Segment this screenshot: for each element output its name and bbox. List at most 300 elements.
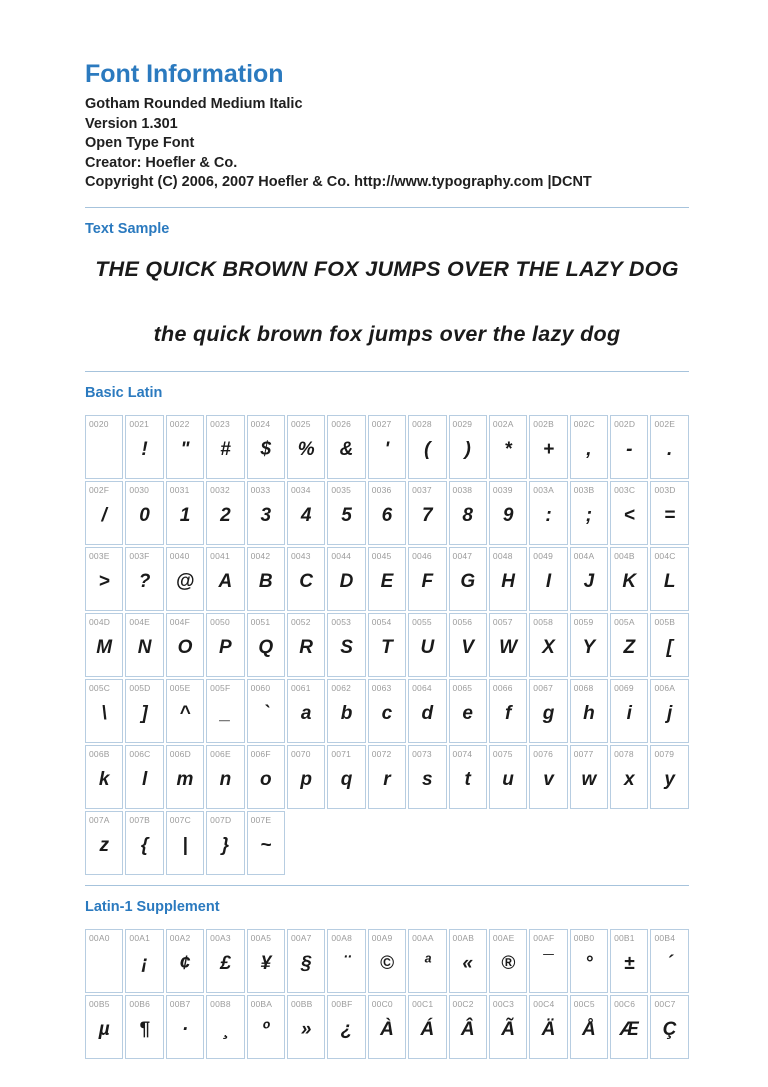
codepoint-label: 0054 [371, 616, 392, 627]
glyph-sample: l [141, 769, 148, 790]
glyph-cell-0029 [449, 415, 487, 479]
glyph-sample: K [622, 571, 637, 592]
codepoint-label: 007A [89, 814, 110, 825]
codepoint-label: 00C0 [371, 998, 393, 1009]
glyph-cell-00B7 [166, 995, 204, 1059]
glyph-row [85, 995, 689, 1059]
glyph-cell-0055 [408, 613, 446, 677]
glyph-cell-007E [247, 811, 285, 875]
font-creator: Creator: Hoefler & Co. [85, 154, 238, 171]
glyph-cell-002D [610, 415, 648, 479]
glyph-sample: i [626, 703, 632, 724]
codepoint-label: 0069 [614, 682, 634, 693]
glyph-cell-003F [125, 547, 163, 611]
codepoint-label: 0053 [331, 616, 352, 627]
codepoint-label: 00BB [290, 998, 313, 1009]
glyph-cell-006F [247, 745, 285, 809]
glyph-sample: L [663, 571, 676, 592]
glyph-cell-004B [610, 547, 648, 611]
codepoint-label: 004F [169, 616, 190, 627]
codepoint-label: 0068 [573, 682, 594, 693]
glyph-sample: ` [262, 703, 269, 724]
glyph-cell-0051 [247, 613, 285, 677]
codepoint-label: 0077 [573, 748, 594, 759]
glyph-sample: q [340, 769, 353, 790]
codepoint-label: 0051 [250, 616, 271, 627]
glyph-sample: d [421, 703, 434, 724]
glyph-sample: t [464, 769, 471, 790]
glyph-sample: / [101, 505, 107, 526]
glyph-cell-00A2 [166, 929, 204, 993]
glyph-cell-003A [529, 481, 567, 545]
glyph-sample: S [340, 637, 353, 658]
codepoint-label: 00C4 [533, 998, 555, 1009]
glyph-cell-004C [650, 547, 688, 611]
glyph-sample: M [96, 637, 113, 658]
page-title: Font Information [85, 60, 284, 88]
glyph-cell-0078 [610, 745, 648, 809]
latin1-supplement-section [85, 885, 689, 1059]
codepoint-label: 00AE [492, 932, 515, 943]
glyph-row [85, 613, 689, 677]
glyph-sample: _ [220, 703, 231, 724]
glyph-sample: ® [501, 953, 516, 974]
glyph-cell-007D [206, 811, 244, 875]
glyph-cell-00AA [408, 929, 446, 993]
glyph-cell-00B5 [85, 995, 123, 1059]
glyph-cell-0054 [368, 613, 406, 677]
codepoint-label: 0032 [210, 484, 230, 495]
glyph-sample: ¥ [260, 953, 272, 974]
codepoint-label: 0046 [412, 550, 432, 561]
codepoint-label: 00A3 [210, 932, 231, 943]
font-copyright: Copyright (C) 2006, 2007 Hoefler & Co. http://www.typography.com |DCNT [85, 174, 592, 190]
glyph-sample: o [259, 769, 272, 790]
glyph-cell-00AE [489, 929, 527, 993]
glyph-cell-0068 [570, 679, 608, 743]
codepoint-label: 0038 [452, 484, 473, 495]
codepoint-label: 007D [210, 814, 232, 825]
codepoint-label: 004B [614, 550, 635, 561]
glyph-cell-00B4 [650, 929, 688, 993]
glyph-cell-0038 [449, 481, 487, 545]
codepoint-label: 0039 [492, 484, 513, 495]
glyph-cell-00C0 [368, 995, 406, 1059]
codepoint-label: 00B1 [614, 932, 635, 943]
glyph-sample: P [219, 637, 232, 658]
codepoint-label: 00B0 [573, 932, 595, 943]
codepoint-label: 0064 [412, 682, 432, 693]
glyph-sample: Á [420, 1019, 435, 1040]
codepoint-label: 00B4 [654, 932, 676, 943]
glyph-sample: f [504, 703, 512, 724]
glyph-cell-0062 [327, 679, 365, 743]
codepoint-label: 0035 [331, 484, 352, 495]
glyph-sample: ^ [179, 703, 191, 724]
codepoint-label: 00C5 [573, 998, 595, 1009]
glyph-sample: Ä [541, 1019, 556, 1040]
codepoint-label: 0059 [573, 616, 594, 627]
glyph-sample: ¨ [343, 953, 350, 974]
codepoint-label: 00A7 [290, 932, 312, 943]
codepoint-label: 003D [654, 484, 676, 495]
glyph-cell-00C3 [489, 995, 527, 1059]
codepoint-label: 0020 [89, 418, 109, 429]
glyph-cell-0048 [489, 547, 527, 611]
codepoint-label: 00AF [533, 932, 555, 943]
glyph-cell-00A5 [247, 929, 285, 993]
glyph-cell-0042 [247, 547, 285, 611]
glyph-cell-00B8 [206, 995, 244, 1059]
glyph-sample: w [581, 769, 597, 790]
codepoint-label: 006A [654, 682, 676, 693]
glyph-cell-006D [166, 745, 204, 809]
glyph-sample: 0 [139, 505, 150, 526]
glyph-cell-0041 [206, 547, 244, 611]
glyph-cell-0056 [449, 613, 487, 677]
glyph-sample: x [623, 769, 635, 790]
glyph-cell-0036 [368, 481, 406, 545]
glyph-sample: v [543, 769, 554, 790]
glyph-cell-0031 [166, 481, 204, 545]
glyph-row [85, 929, 689, 993]
glyph-cell-0033 [247, 481, 285, 545]
glyph-cell-0060 [247, 679, 285, 743]
codepoint-label: 0062 [331, 682, 352, 693]
glyph-sample: n [219, 769, 232, 790]
glyph-sample: Â [460, 1019, 475, 1040]
glyph-row [85, 481, 689, 545]
glyph-cell-0072 [368, 745, 406, 809]
glyph-cell-00C5 [570, 995, 608, 1059]
glyph-cell-0073 [408, 745, 446, 809]
glyph-cell-0040 [166, 547, 204, 611]
glyph-sample: C [299, 571, 314, 592]
codepoint-label: 0047 [452, 550, 473, 561]
glyph-sample: { [140, 835, 149, 856]
glyph-cell-0024 [247, 415, 285, 479]
glyph-row [85, 679, 689, 743]
codepoint-label: 007E [250, 814, 272, 825]
glyph-sample: A [218, 571, 233, 592]
glyph-cell-0052 [287, 613, 325, 677]
glyph-sample: s [422, 769, 433, 790]
glyph-sample: µ [98, 1019, 110, 1040]
codepoint-label: 003A [533, 484, 554, 495]
glyph-sample: Y [582, 637, 596, 658]
glyph-cell-00A7 [287, 929, 325, 993]
codepoint-label: 006C [129, 748, 151, 759]
glyph-cell-004F [166, 613, 204, 677]
codepoint-label: 00A1 [129, 932, 151, 943]
glyph-cell-004E [125, 613, 163, 677]
glyph-cell-005A [610, 613, 648, 677]
glyph-sample: [ [666, 637, 673, 658]
glyph-sample: § [300, 953, 312, 974]
glyph-row [85, 745, 689, 809]
glyph-cell-0049 [529, 547, 567, 611]
glyph-sample: À [380, 1019, 394, 1040]
glyph-sample: ~ [260, 835, 272, 856]
glyph-sample: 5 [341, 505, 352, 526]
codepoint-label: 00BF [331, 998, 353, 1009]
font-info-block [85, 95, 689, 193]
glyph-sample: % [297, 439, 315, 460]
codepoint-label: 006F [250, 748, 271, 759]
codepoint-label: 00BA [250, 998, 273, 1009]
glyph-sample: : [545, 505, 552, 526]
glyph-sample: Q [258, 637, 274, 658]
codepoint-label: 00C3 [492, 998, 515, 1009]
codepoint-label: 004C [654, 550, 676, 561]
glyph-cell-002E [650, 415, 688, 479]
codepoint-label: 0079 [654, 748, 675, 759]
glyph-sample: * [504, 439, 512, 460]
codepoint-label: 006E [210, 748, 231, 759]
glyph-cell-0030 [125, 481, 163, 545]
codepoint-label: 0033 [250, 484, 271, 495]
glyph-sample: 1 [179, 505, 191, 526]
glyph-cell-006E [206, 745, 244, 809]
glyph-cell-00BB [287, 995, 325, 1059]
glyph-cell-00C6 [610, 995, 648, 1059]
glyph-sample: Z [623, 637, 636, 658]
codepoint-label: 003C [614, 484, 636, 495]
glyph-sample: < [623, 505, 635, 526]
glyph-sample: , [586, 439, 592, 460]
codepoint-label: 0049 [533, 550, 554, 561]
glyph-cell-0057 [489, 613, 527, 677]
codepoint-label: 005C [89, 682, 111, 693]
glyph-cell-0032 [206, 481, 244, 545]
glyph-cell-002F [85, 481, 123, 545]
glyph-cell-00AB [449, 929, 487, 993]
glyph-row [85, 811, 689, 875]
glyph-sample: $ [260, 439, 272, 460]
glyph-cell-0076 [529, 745, 567, 809]
codepoint-label: 0041 [210, 550, 230, 561]
glyph-cell-0026 [327, 415, 365, 479]
codepoint-label: 0061 [290, 682, 311, 693]
glyph-sample: ° [585, 953, 593, 974]
codepoint-label: 0025 [290, 418, 311, 429]
glyph-sample: 4 [300, 505, 312, 526]
glyph-sample: Ã [501, 1019, 515, 1040]
glyph-cell-0027 [368, 415, 406, 479]
latin1-supplement-grid [85, 929, 689, 1059]
glyph-sample: J [583, 571, 595, 592]
glyph-sample [86, 943, 122, 992]
glyph-cell-00A3 [206, 929, 244, 993]
glyph-sample: y [664, 769, 675, 790]
glyph-sample: ª [423, 953, 431, 974]
glyph-sample: T [381, 637, 393, 658]
glyph-cell-0070 [287, 745, 325, 809]
codepoint-label: 0058 [533, 616, 554, 627]
codepoint-label: 0052 [290, 616, 311, 627]
glyph-cell-00B0 [570, 929, 608, 993]
glyph-cell-0020 [85, 415, 123, 479]
glyph-sample: 3 [260, 505, 272, 526]
codepoint-label: 00B7 [169, 998, 191, 1009]
codepoint-label: 005D [129, 682, 151, 693]
glyph-row [85, 415, 689, 479]
glyph-cell-00A8 [327, 929, 365, 993]
glyph-cell-0065 [449, 679, 487, 743]
glyph-sample: ( [424, 439, 431, 460]
glyph-cell-0075 [489, 745, 527, 809]
glyph-cell-0034 [287, 481, 325, 545]
glyph-cell-0043 [287, 547, 325, 611]
glyph-cell-005E [166, 679, 204, 743]
glyph-sample: ± [624, 953, 635, 974]
codepoint-label: 0070 [290, 748, 311, 759]
glyph-sample: g [542, 703, 555, 724]
glyph-cell-0039 [489, 481, 527, 545]
codepoint-label: 0067 [533, 682, 554, 693]
codepoint-label: 0066 [492, 682, 513, 693]
glyph-sample: p [300, 769, 312, 790]
basic-latin-heading: Basic Latin [85, 384, 163, 401]
glyph-cell-006C [125, 745, 163, 809]
codepoint-label: 00C6 [614, 998, 636, 1009]
glyph-cell-0061 [287, 679, 325, 743]
codepoint-label: 0024 [250, 418, 271, 429]
glyph-cell-00A1 [125, 929, 163, 993]
glyph-cell-0022 [166, 415, 204, 479]
glyph-sample: ; [585, 505, 593, 526]
codepoint-label: 00B8 [210, 998, 231, 1009]
codepoint-label: 005B [654, 616, 676, 627]
codepoint-label: 0076 [533, 748, 554, 759]
glyph-sample: I [545, 571, 552, 592]
glyph-cell-006A [650, 679, 688, 743]
font-type: Open Type Font [85, 135, 195, 151]
glyph-sample: > [98, 571, 110, 592]
codepoint-label: 004A [573, 550, 595, 561]
codepoint-label: 0060 [250, 682, 271, 693]
glyph-cell-002B [529, 415, 567, 479]
glyph-cell-004A [570, 547, 608, 611]
glyph-sample: ¢ [179, 953, 191, 974]
glyph-sample: ¿ [340, 1019, 353, 1040]
glyph-sample: c [381, 703, 393, 724]
glyph-cell-0069 [610, 679, 648, 743]
glyph-cell-002A [489, 415, 527, 479]
codepoint-label: 00B6 [129, 998, 151, 1009]
codepoint-label: 005E [169, 682, 191, 693]
glyph-sample: º [262, 1019, 270, 1040]
glyph-cell-003E [85, 547, 123, 611]
codepoint-label: 00C1 [412, 998, 434, 1009]
glyph-sample: ) [464, 439, 471, 460]
codepoint-label: 0055 [412, 616, 432, 627]
glyph-sample: X [542, 637, 555, 658]
glyph-sample: | [182, 835, 188, 856]
codepoint-label: 0063 [371, 682, 392, 693]
glyph-cell-003C [610, 481, 648, 545]
glyph-sample: a [300, 703, 312, 724]
codepoint-label: 0030 [129, 484, 150, 495]
glyph-sample: 8 [462, 505, 473, 526]
font-name: Gotham Rounded Medium Italic [85, 96, 303, 112]
glyph-cell-003B [570, 481, 608, 545]
glyph-cell-0064 [408, 679, 446, 743]
glyph-sample: N [137, 637, 152, 658]
glyph-cell-005D [125, 679, 163, 743]
codepoint-label: 0045 [371, 550, 392, 561]
glyph-sample: m [176, 769, 194, 790]
glyph-sample: # [220, 439, 231, 460]
codepoint-label: 006B [89, 748, 110, 759]
glyph-cell-0028 [408, 415, 446, 479]
codepoint-label: 0022 [169, 418, 190, 429]
codepoint-label: 0050 [210, 616, 230, 627]
codepoint-label: 0027 [371, 418, 392, 429]
glyph-sample: 6 [381, 505, 393, 526]
glyph-cell-00A9 [368, 929, 406, 993]
glyph-cell-004D [85, 613, 123, 677]
glyph-cell-00A0 [85, 929, 123, 993]
codepoint-label: 0075 [492, 748, 513, 759]
codepoint-label: 0034 [290, 484, 311, 495]
codepoint-label: 002D [614, 418, 636, 429]
glyph-sample: « [462, 953, 473, 974]
glyph-sample: U [420, 637, 435, 658]
glyph-cell-00C7 [650, 995, 688, 1059]
glyph-cell-0066 [489, 679, 527, 743]
glyph-cell-00B6 [125, 995, 163, 1059]
divider [85, 207, 689, 208]
codepoint-label: 0072 [371, 748, 392, 759]
codepoint-label: 002F [89, 484, 110, 495]
glyph-sample: Ç [662, 1019, 677, 1040]
glyph-cell-0044 [327, 547, 365, 611]
glyph-sample: ´ [666, 953, 673, 974]
glyph-sample: ¸ [222, 1019, 229, 1040]
codepoint-label: 0057 [492, 616, 513, 627]
glyph-sample: R [299, 637, 314, 658]
glyph-row [85, 547, 689, 611]
codepoint-label: 003E [89, 550, 110, 561]
glyph-sample: © [379, 953, 394, 974]
codepoint-label: 002A [492, 418, 514, 429]
glyph-sample: b [340, 703, 353, 724]
glyph-cell-006B [85, 745, 123, 809]
glyph-cell-0025 [287, 415, 325, 479]
glyph-cell-00C2 [449, 995, 487, 1059]
codepoint-label: 0031 [169, 484, 190, 495]
glyph-cell-007C [166, 811, 204, 875]
codepoint-label: 003B [573, 484, 595, 495]
glyph-cell-00BF [327, 995, 365, 1059]
codepoint-label: 0065 [452, 682, 473, 693]
glyph-cell-005C [85, 679, 123, 743]
glyph-cell-0077 [570, 745, 608, 809]
glyph-cell-0050 [206, 613, 244, 677]
codepoint-label: 00A9 [371, 932, 393, 943]
glyph-sample: H [501, 571, 515, 592]
codepoint-label: 004E [129, 616, 151, 627]
codepoint-label: 0021 [129, 418, 150, 429]
codepoint-label: 0073 [412, 748, 432, 759]
glyph-cell-0071 [327, 745, 365, 809]
codepoint-label: 0037 [412, 484, 432, 495]
codepoint-label: 0044 [331, 550, 352, 561]
glyph-sample: @ [175, 571, 195, 592]
glyph-sample: · [181, 1019, 189, 1040]
glyph-sample: W [499, 637, 518, 658]
